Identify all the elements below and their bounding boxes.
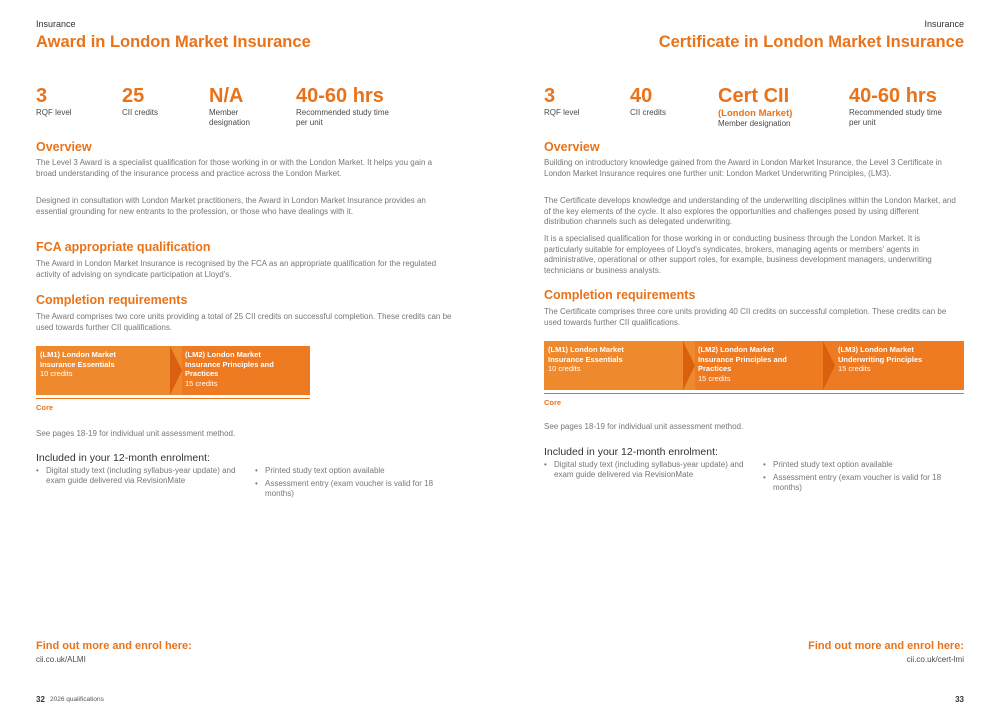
fca-paragraph: The Award in London Market Insurance is recognised by the FCA as an appropriate qualification for the regulated activity of advising on syndicate participation at Lloyd's. — [36, 259, 437, 279]
stat-cii-credits — [630, 85, 710, 118]
stat-value: 40-60 hrs — [849, 85, 937, 107]
stat-value: N/A — [209, 85, 244, 107]
list-item: • Assessment entry (exam voucher is valid for 18 months) — [763, 473, 958, 493]
stat-label: Member designation — [209, 108, 250, 127]
completion-heading: Completion requirements — [36, 293, 188, 307]
enrolment-list-col1 — [544, 460, 744, 483]
stat-label: Recommended study time per unit — [849, 108, 942, 127]
core-units-bar — [36, 346, 310, 395]
section-label: Insurance — [924, 19, 964, 29]
section-label: Insurance — [36, 19, 76, 29]
enrolment-list-col2 — [255, 466, 445, 502]
stat-value: 3 — [36, 85, 48, 107]
list-item: • Printed study text option available — [255, 466, 445, 476]
completion-heading: Completion requirements — [544, 288, 696, 302]
stat-value: 3 — [544, 85, 556, 107]
unit-card-lm2 — [695, 341, 835, 390]
completion-paragraph: The Award comprises two core units providing a total of 25 CII credits on successful completion. These credits can be used towards further CII qualifications. — [36, 312, 452, 332]
unit-title: (LM1) London Market Insurance Essentials — [548, 345, 624, 364]
stat-label: Recommended study time per unit — [296, 108, 389, 127]
unit-title: (LM2) London Market Insurance Principles and Practices — [185, 350, 274, 378]
overview-paragraph: Designed in consultation with London Market practitioners, the Award in London Market Insurance provides an essential grounding for new entrants to the profession, or those who have dealings with it. — [36, 196, 426, 216]
stat-label: CII credits — [630, 108, 667, 117]
assessment-note: See pages 18-19 for individual unit assessment method. — [544, 422, 744, 431]
unit-card-lm1 — [36, 346, 182, 395]
core-divider — [544, 393, 964, 394]
enrol-link[interactable]: cii.co.uk/cert-lmi — [906, 655, 964, 664]
stat-rqf-level — [36, 85, 116, 118]
stat-label: RQF level — [36, 108, 72, 117]
stat-label: CII credits — [122, 108, 159, 117]
overview-paragraph: Building on introductory knowledge gained from the Award in London Market Insurance, the Level 3 Certificate in London Market Insurance requires one further unit: London Market Underwriting Principles, (LM3). — [544, 158, 942, 178]
unit-card-lm1 — [544, 341, 695, 390]
list-item: • Digital study text (including syllabus-year update) and exam guide delivered via RevisionMate — [36, 466, 236, 486]
enrol-link[interactable]: cii.co.uk/ALMI — [36, 655, 86, 664]
assessment-note: See pages 18-19 for individual unit assessment method. — [36, 429, 236, 438]
arrow-icon — [683, 341, 695, 390]
unit-card-lm3 — [835, 341, 964, 390]
completion-paragraph: The Certificate comprises three core units providing 40 CII credits on successful completion. These credits can be used towards further CII qualifications. — [544, 307, 947, 327]
core-label: Core — [544, 398, 562, 407]
enrolment-heading: Included in your 12-month enrolment: — [544, 446, 718, 458]
enrolment-list-col2 — [763, 460, 958, 496]
overview-paragraph: The Level 3 Award is a specialist qualification for those working in or with the London Market. It helps you gain a broad understanding of the insurance process and practice across the London Market. — [36, 158, 433, 178]
stat-label: RQF level — [544, 108, 580, 117]
list-item: • Printed study text option available — [763, 460, 958, 470]
fca-heading: FCA appropriate qualification — [36, 240, 211, 254]
stat-label: Member designation — [718, 119, 791, 128]
stat-value: 40 — [630, 85, 653, 107]
overview-paragraph: The Certificate develops knowledge and understanding of the underwriting disciplines within the London Market, and of the key elements of the cycle. It also explores the opportunities and challenges posed by using different distribution channels such as delegated underwriting. — [544, 196, 956, 226]
enrolment-heading: Included in your 12-month enrolment: — [36, 452, 210, 464]
find-out-more-heading: Find out more and enrol here: — [36, 640, 192, 652]
overview-heading: Overview — [36, 140, 92, 154]
core-divider — [36, 398, 310, 399]
list-item: • Digital study text (including syllabus-year update) and exam guide delivered via RevisionMate — [544, 460, 744, 480]
unit-credits: 15 credits — [185, 378, 218, 388]
stat-member-designation — [209, 85, 271, 127]
page-number: 32 — [36, 695, 45, 704]
list-item: • Assessment entry (exam voucher is valid for 18 months) — [255, 479, 445, 499]
stat-rqf-level — [544, 85, 624, 118]
enrolment-list-col1 — [36, 466, 236, 489]
overview-paragraph: It is a specialised qualification for those working in or conducting business through the London Market. It is particularly suitable for employees of Lloyd's syndicates, brokers, managing agents or members' agents in administrative, operational or other support roles, for example, business development managers, underwriting technicians or business analysts. — [544, 234, 932, 275]
unit-card-lm2 — [182, 346, 310, 395]
stat-cii-credits — [122, 85, 202, 118]
core-label: Core — [36, 403, 54, 412]
page-title: Certificate in London Market Insurance — [658, 33, 964, 51]
page-number: 33 — [955, 695, 964, 704]
find-out-more-heading: Find out more and enrol here: — [808, 640, 964, 652]
unit-title: (LM3) London Market Underwriting Principles — [838, 345, 923, 364]
unit-title: (LM1) London Market Insurance Essentials — [40, 350, 116, 369]
stat-study-time — [296, 85, 396, 127]
stat-value: Cert CII — [718, 85, 790, 107]
stat-study-time — [849, 85, 949, 127]
stat-value: 25 — [122, 85, 145, 107]
unit-credits: 10 credits — [548, 364, 581, 373]
core-units-bar — [544, 341, 964, 390]
arrow-icon — [170, 346, 182, 395]
page-title: Award in London Market Insurance — [36, 33, 311, 51]
unit-credits: 15 credits — [838, 364, 871, 373]
right-page — [500, 0, 1000, 721]
overview-heading: Overview — [544, 140, 600, 154]
stat-sub: (London Market) — [718, 108, 793, 119]
unit-credits: 15 credits — [698, 373, 731, 383]
stat-value: 40-60 hrs — [296, 85, 384, 107]
footer-text: 2026 qualifications — [50, 696, 104, 703]
stat-member-designation — [718, 85, 828, 129]
unit-credits: 10 credits — [40, 369, 73, 378]
unit-title: (LM2) London Market Insurance Principles and Practices — [698, 345, 787, 373]
